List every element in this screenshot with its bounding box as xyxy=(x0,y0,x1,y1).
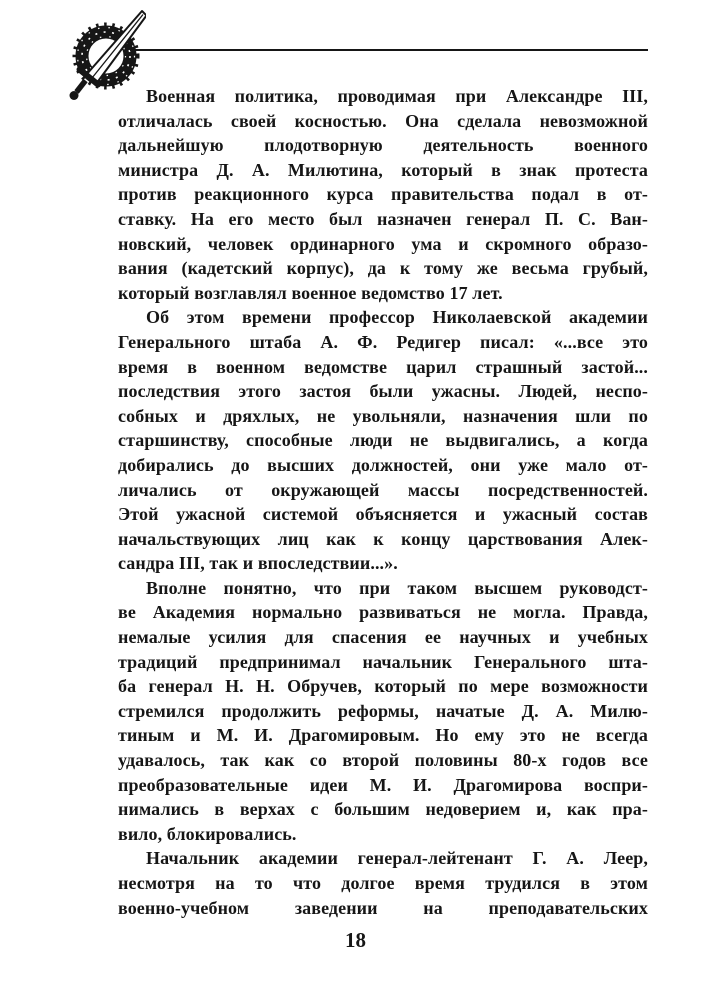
text-line: вило, блокировались. xyxy=(118,823,297,844)
text-line: нимались в верхах с большим недоверием и, как пра- xyxy=(118,799,648,820)
text-line: стремился продолжить реформы, начатые Д. А. Милю- xyxy=(118,700,648,721)
text-line: который возглавлял военное ведомство 17 лет. xyxy=(118,282,503,303)
text-line: последствия этого застоя были ужасны. Людей, неспо- xyxy=(118,381,648,402)
text-line: тиным и М. И. Драгомировым. Но ему это не всегда xyxy=(118,725,648,746)
text-line: ве Академия нормально развиваться не могла. Правда, xyxy=(118,602,648,623)
text-line: Генерального штаба А. Ф. Редигер писал: «...все это xyxy=(118,331,648,352)
text-line: вания (кадетский корпус), да к тому же весьма грубый, xyxy=(118,258,648,279)
text-line: Этой ужасной системой объясняется и ужасный состав xyxy=(118,504,648,525)
text-line: преобразовательные идеи М. И. Драгомирова воспри- xyxy=(118,774,648,795)
text-line: добирались до высших должностей, они уже мало от- xyxy=(118,454,648,475)
text-line: ставку. На его место был назначен генерал П. С. Ван- xyxy=(118,208,648,229)
text-block xyxy=(118,84,648,920)
text-line: новский, человек ординарного ума и скромного образо- xyxy=(118,233,648,254)
text-line: военно-учебном заведении на преподавательских xyxy=(118,897,648,918)
text-line: Об этом времени профессор Николаевской академии xyxy=(146,307,648,328)
text-line: удавалось, так как со второй половины 80-х годов все xyxy=(118,750,648,771)
text-line: дальнейшую плодотворную деятельность военного xyxy=(118,135,648,156)
header-rule xyxy=(130,49,648,51)
text-line: время в военном ведомстве царил страшный застой... xyxy=(118,356,648,377)
text-line: отличалась своей косностью. Она сделала невозможной xyxy=(118,110,648,131)
text-line: Начальник академии генерал-лейтенант Г. А. Леер, xyxy=(146,848,648,869)
text-line: личались от окружающей массы посредственностей. xyxy=(118,479,648,500)
text-line: ба генерал Н. Н. Обручев, который по мере возможности xyxy=(118,676,648,697)
text-line: против реакционного курса правительства подал в от- xyxy=(118,184,648,205)
text-line: Вполне понятно, что при таком высшем руководст- xyxy=(146,577,648,598)
page-number: 18 xyxy=(345,928,366,952)
text-line: старшинству, способные люди не выдвигались, а когда xyxy=(118,430,648,451)
text-line: начальствующих лиц как к концу царствования Алек- xyxy=(118,528,648,549)
text-line: министра Д. А. Милютина, который в знак протеста xyxy=(118,159,648,180)
text-line: собных и дряхлых, не увольняли, назначения шли по xyxy=(118,405,648,426)
text-line: Военная политика, проводимая при Александре III, xyxy=(146,86,648,106)
text-line: сандра III, так и впоследствии...». xyxy=(118,553,398,574)
text-line: несмотря на то что долгое время трудился в этом xyxy=(118,873,648,893)
text-line: немалые усилия для спасения ее научных и учебных xyxy=(118,627,648,648)
text-line: традиций предпринимал начальник Генерального шта- xyxy=(118,651,648,672)
